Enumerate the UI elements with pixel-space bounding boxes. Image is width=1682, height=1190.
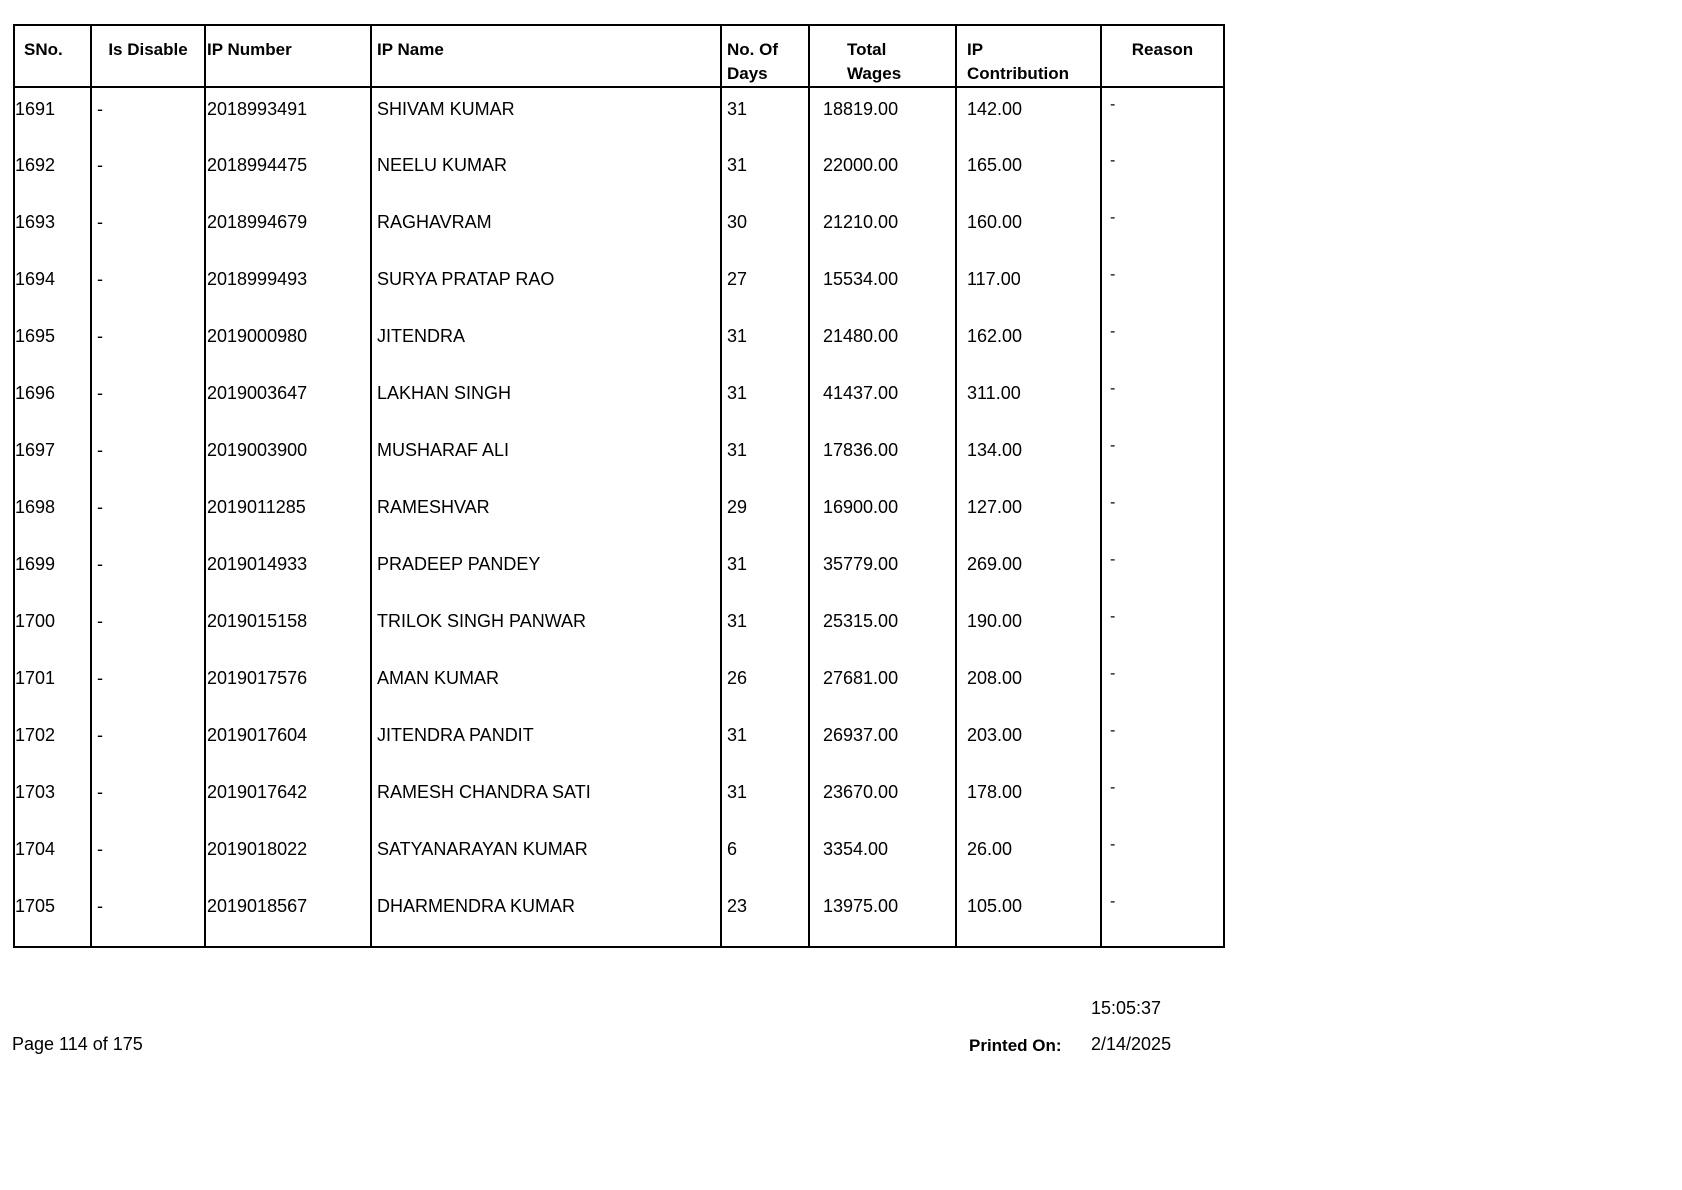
cell-ip-name: MUSHARAF ALI	[371, 429, 721, 486]
cell-sno: 1700	[14, 600, 91, 657]
cell-days: 30	[721, 201, 809, 258]
cell-ip-number: 2019017576	[205, 657, 371, 714]
cell-ip-number: 2019015158	[205, 600, 371, 657]
cell-ip-contribution: 26.00	[956, 828, 1101, 885]
cell-is-disable: -	[91, 486, 205, 543]
cell-ip-name: SHIVAM KUMAR	[371, 87, 721, 144]
cell-is-disable: -	[91, 600, 205, 657]
table-body	[14, 87, 1224, 947]
table-row	[14, 315, 1224, 372]
cell-reason: -	[1110, 722, 1116, 739]
cell-reason: -	[1110, 380, 1116, 397]
cell-ip-contribution: 311.00	[956, 372, 1101, 429]
cell-is-disable: -	[91, 771, 205, 828]
cell-ip-contribution: 160.00	[956, 201, 1101, 258]
cell-reason: -	[1110, 494, 1116, 511]
cell-sno: 1704	[14, 828, 91, 885]
table-row	[14, 828, 1224, 885]
header-ip-number: IP Number	[205, 25, 371, 87]
cell-sno: 1703	[14, 771, 91, 828]
printed-on-label: Printed On:	[969, 1036, 1062, 1055]
cell-ip-contribution: 203.00	[956, 714, 1101, 771]
cell-sno: 1692	[14, 144, 91, 201]
cell-sno: 1699	[14, 543, 91, 600]
cell-total-wages: 17836.00	[809, 429, 956, 486]
cell-reason: -	[1110, 551, 1116, 568]
cell-ip-number: 2019017642	[205, 771, 371, 828]
cell-ip-name: NEELU KUMAR	[371, 144, 721, 201]
table-row	[14, 201, 1224, 258]
cell-ip-name: SATYANARAYAN KUMAR	[371, 828, 721, 885]
cell-days: 31	[721, 429, 809, 486]
cell-total-wages: 15534.00	[809, 258, 956, 315]
cell-total-wages: 21210.00	[809, 201, 956, 258]
cell-days: 26	[721, 657, 809, 714]
cell-is-disable: -	[91, 885, 205, 947]
table-row	[14, 657, 1224, 714]
table-row	[14, 771, 1224, 828]
cell-ip-number: 2019011285	[205, 486, 371, 543]
cell-total-wages: 16900.00	[809, 486, 956, 543]
cell-sno: 1694	[14, 258, 91, 315]
cell-ip-name: RAMESHVAR	[371, 486, 721, 543]
cell-ip-name: RAGHAVRAM	[371, 201, 721, 258]
cell-is-disable: -	[91, 372, 205, 429]
cell-ip-number: 2019018567	[205, 885, 371, 947]
cell-ip-contribution: 162.00	[956, 315, 1101, 372]
cell-days: 31	[721, 372, 809, 429]
cell-total-wages: 27681.00	[809, 657, 956, 714]
header-reason: Reason	[1101, 25, 1224, 87]
table-row	[14, 714, 1224, 771]
cell-ip-name: PRADEEP PANDEY	[371, 543, 721, 600]
cell-days: 31	[721, 771, 809, 828]
table-row	[14, 885, 1224, 947]
cell-total-wages: 25315.00	[809, 600, 956, 657]
cell-reason: -	[1110, 779, 1116, 796]
cell-sno: 1693	[14, 201, 91, 258]
cell-ip-name: AMAN KUMAR	[371, 657, 721, 714]
header-ip-contribution-line1: IP	[967, 40, 984, 59]
cell-sno: 1696	[14, 372, 91, 429]
cell-days: 6	[721, 828, 809, 885]
cell-total-wages: 21480.00	[809, 315, 956, 372]
cell-ip-contribution: 190.00	[956, 600, 1101, 657]
cell-reason: -	[1110, 437, 1116, 454]
header-no-of-days	[721, 25, 809, 87]
printed-date: 2/14/2025	[1091, 1034, 1172, 1054]
cell-is-disable: -	[91, 429, 205, 486]
table-row	[14, 543, 1224, 600]
cell-total-wages: 3354.00	[809, 828, 956, 885]
table-row	[14, 144, 1224, 201]
cell-is-disable: -	[91, 315, 205, 372]
cell-ip-number: 2018993491	[205, 87, 371, 144]
cell-ip-contribution: 269.00	[956, 543, 1101, 600]
cell-reason: -	[1110, 608, 1116, 625]
header-ip-name: IP Name	[371, 25, 721, 87]
header-sno: SNo.	[14, 25, 91, 87]
cell-ip-contribution: 178.00	[956, 771, 1101, 828]
header-total-wages-line2: Wages	[847, 64, 902, 83]
cell-ip-number: 2019014933	[205, 543, 371, 600]
cell-total-wages: 41437.00	[809, 372, 956, 429]
cell-is-disable: -	[91, 714, 205, 771]
cell-ip-name: JITENDRA PANDIT	[371, 714, 721, 771]
table-row	[14, 600, 1224, 657]
cell-total-wages: 35779.00	[809, 543, 956, 600]
cell-sno: 1698	[14, 486, 91, 543]
table-row	[14, 429, 1224, 486]
cell-is-disable: -	[91, 258, 205, 315]
page-number: Page 114 of 175	[12, 1034, 143, 1054]
cell-reason: -	[1110, 96, 1116, 113]
cell-days: 31	[721, 144, 809, 201]
table-row	[14, 486, 1224, 543]
cell-ip-number: 2018994475	[205, 144, 371, 201]
cell-ip-contribution: 134.00	[956, 429, 1101, 486]
cell-total-wages: 22000.00	[809, 144, 956, 201]
printed-time: 15:05:37	[1091, 998, 1162, 1018]
cell-sno: 1701	[14, 657, 91, 714]
cell-days: 31	[721, 600, 809, 657]
cell-days: 29	[721, 486, 809, 543]
cell-sno: 1705	[14, 885, 91, 947]
cell-ip-number: 2019018022	[205, 828, 371, 885]
cell-ip-name: LAKHAN SINGH	[371, 372, 721, 429]
cell-ip-number: 2019003900	[205, 429, 371, 486]
cell-reason: -	[1110, 266, 1116, 283]
cell-reason: -	[1110, 152, 1116, 169]
cell-days: 31	[721, 714, 809, 771]
header-ip-contribution	[956, 25, 1101, 87]
cell-days: 31	[721, 543, 809, 600]
contribution-table	[13, 24, 1225, 948]
cell-ip-number: 2019000980	[205, 315, 371, 372]
cell-days: 23	[721, 885, 809, 947]
cell-ip-contribution: 127.00	[956, 486, 1101, 543]
cell-ip-number: 2018994679	[205, 201, 371, 258]
cell-total-wages: 18819.00	[809, 87, 956, 144]
cell-reason: -	[1110, 209, 1116, 226]
cell-reason: -	[1110, 665, 1116, 682]
header-is-disable: Is Disable	[91, 25, 205, 87]
cell-ip-contribution: 105.00	[956, 885, 1101, 947]
cell-days: 27	[721, 258, 809, 315]
cell-ip-contribution: 117.00	[956, 258, 1101, 315]
table-row	[14, 87, 1224, 144]
cell-is-disable: -	[91, 144, 205, 201]
cell-ip-number: 2018999493	[205, 258, 371, 315]
cell-is-disable: -	[91, 201, 205, 258]
cell-sno: 1691	[14, 87, 91, 144]
cell-days: 31	[721, 87, 809, 144]
cell-ip-name: DHARMENDRA KUMAR	[371, 885, 721, 947]
header-total-wages	[809, 25, 956, 87]
cell-total-wages: 13975.00	[809, 885, 956, 947]
cell-ip-number: 2019017604	[205, 714, 371, 771]
cell-reason: -	[1110, 893, 1116, 910]
cell-ip-name: TRILOK SINGH PANWAR	[371, 600, 721, 657]
cell-ip-contribution: 208.00	[956, 657, 1101, 714]
header-no-of-days-line2: Days	[727, 64, 768, 83]
cell-ip-contribution: 165.00	[956, 144, 1101, 201]
cell-reason: -	[1110, 323, 1116, 340]
cell-total-wages: 26937.00	[809, 714, 956, 771]
cell-days: 31	[721, 315, 809, 372]
cell-ip-name: JITENDRA	[371, 315, 721, 372]
header-total-wages-line1: Total	[847, 40, 887, 59]
cell-is-disable: -	[91, 657, 205, 714]
cell-ip-name: RAMESH CHANDRA SATI	[371, 771, 721, 828]
cell-is-disable: -	[91, 87, 205, 144]
cell-is-disable: -	[91, 828, 205, 885]
header-row	[14, 25, 1224, 87]
cell-ip-contribution: 142.00	[956, 87, 1101, 144]
cell-is-disable: -	[91, 543, 205, 600]
cell-ip-number: 2019003647	[205, 372, 371, 429]
cell-sno: 1697	[14, 429, 91, 486]
header-no-of-days-line1: No. Of	[727, 40, 778, 59]
table-row	[14, 372, 1224, 429]
cell-sno: 1702	[14, 714, 91, 771]
cell-ip-name: SURYA PRATAP RAO	[371, 258, 721, 315]
cell-reason: -	[1110, 836, 1116, 853]
cell-sno: 1695	[14, 315, 91, 372]
header-ip-contribution-line2: Contribution	[967, 64, 1069, 83]
table-row	[14, 258, 1224, 315]
cell-total-wages: 23670.00	[809, 771, 956, 828]
